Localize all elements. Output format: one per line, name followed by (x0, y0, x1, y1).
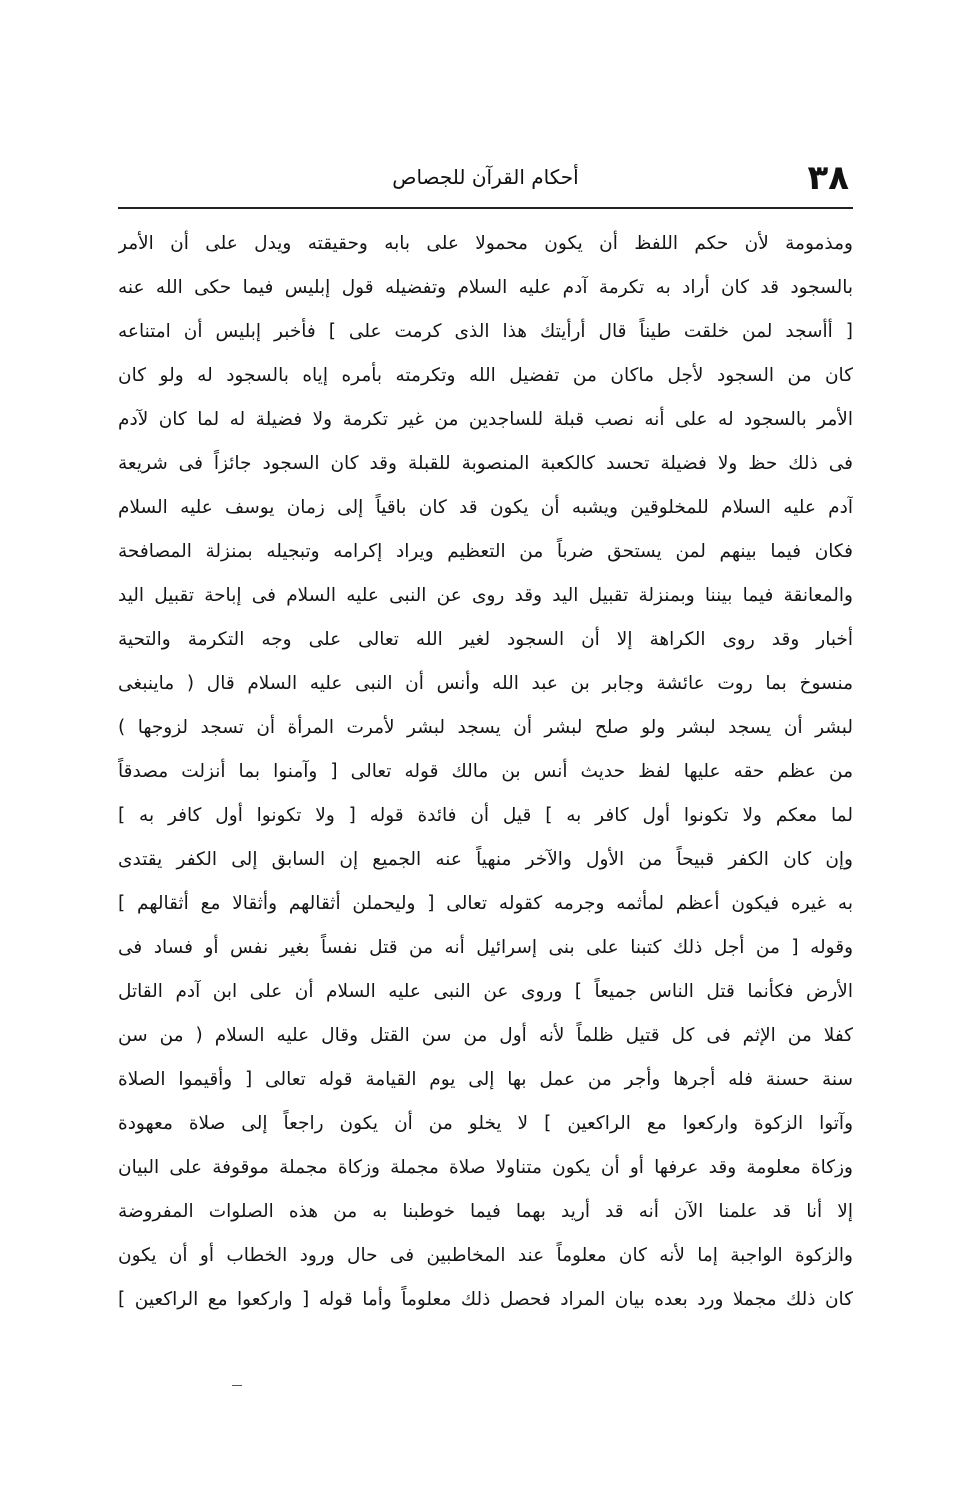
text-line: لما معكم ولا تكونوا أول كافر به ] قيل أن فائدة قوله [ ولا تكونوا أول كافر به ] (118, 805, 853, 826)
text-line: وزكاة معلومة وقد عرفها أو أن يكون متناولا صلاة مجملة وزكاة مجملة موقوفة على البيان (118, 1157, 853, 1178)
text-line: الأرض فكأنما قتل الناس جميعاً ] وروى عن النبى عليه السلام أن على ابن آدم القاتل (118, 981, 853, 1002)
text-line: [ أأسجد لمن خلقت طيناً قال أرأيتك هذا الذى كرمت على ] فأخبر إبليس أن امتناعه (118, 321, 853, 342)
text-line: آدم عليه السلام للمخلوقين ويشبه أن يكون قد كان باقياً إلى زمان يوسف عليه السلام (118, 497, 853, 518)
header-rule (118, 207, 853, 209)
text-line: والمعانقة فيما بيننا وبمنزلة تقبيل اليد وقد روى عن النبى عليه السلام فى إباحة تقبيل اليد (118, 585, 853, 606)
text-line: منسوخ بما روت عائشة وجابر بن عبد الله وأنس أن النبى عليه السلام قال ( ماينبغى (118, 673, 853, 694)
page-number: ٣٨ (807, 158, 849, 198)
running-title: أحكام القرآن للجصاص (392, 165, 579, 189)
text-line: وإن كان الكفر قبيحاً من الأول والآخر منهياً عنه الجميع إن السابق إلى الكفر يقتدى (118, 849, 853, 870)
text-line: كفلا من الإثم فى كل قتيل ظلماً لأنه أول من سن القتل وقال عليه السلام ( من سن (118, 1025, 853, 1046)
text-line: من عظم حقه عليها لفظ حديث أنس بن مالك قوله تعالى [ وآمنوا بما أنزلت مصدقاً (118, 761, 853, 782)
text-line: بالسجود قد كان أراد به تكرمة آدم عليه السلام وتفضيله قول إبليس فيما حكى الله عنه (118, 277, 853, 298)
scan-speck (232, 1385, 242, 1386)
text-line: كان ذلك مجملا ورد بعده بيان المراد فحصل ذلك معلوماً وأما قوله [ واركعوا مع الراكعين ] (118, 1289, 853, 1310)
text-line: به غيره فيكون أعظم لمأثمه وجرمه كقوله تعالى [ وليحملن أثقالهم وأثقالا مع أثقالهم ] (118, 893, 853, 914)
body-text (118, 222, 853, 1322)
text-line: لبشر أن يسجد لبشر ولو صلح لبشر أن يسجد لبشر لأمرت المرأة أن تسجد لزوجها ) (118, 717, 853, 738)
text-line: سنة حسنة فله أجرها وأجر من عمل بها إلى يوم القيامة قوله تعالى [ وأقيموا الصلاة (118, 1069, 853, 1090)
text-line: والزكوة الواجبة إما لأنه كان معلوماً عند المخاطبين فى حال ورود الخطاب أو أن يكون (118, 1245, 853, 1266)
text-line: إلا أنا قد علمنا الآن أنه قد أريد بهما فيما خوطبنا به من هذه الصلوات المفروضة (118, 1201, 853, 1222)
text-line: وقوله [ من أجل ذلك كتبنا على بنى إسرائيل أنه من قتل نفساً بغير نفس أو فساد فى (118, 937, 853, 958)
text-line: ومذمومة لأن حكم اللفظ أن يكون محمولا على بابه وحقيقته ويدل على أن الأمر (118, 233, 853, 254)
text-line: كان من السجود لأجل ماكان من تفضيل الله وتكرمته بأمره إياه بالسجود له ولو كان (118, 365, 853, 386)
text-line: أخبار وقد روى الكراهة إلا أن السجود لغير الله تعالى على وجه التكرمة والتحية (118, 629, 853, 650)
text-line: فكان فيما بينهم لمن يستحق ضرباً من التعظيم ويراد إكرامه وتبجيله بمنزلة المصافحة (118, 541, 853, 562)
text-line: وآتوا الزكوة واركعوا مع الراكعين ] لا يخلو من أن يكون راجعاً إلى صلاة معهودة (118, 1113, 853, 1134)
text-line: الأمر بالسجود له على أنه نصب قبلة للساجدين من غير تكرمة ولا فضيلة له لما كان لآدم (118, 409, 853, 430)
page-header (118, 156, 853, 204)
text-line: فى ذلك حظ ولا فضيلة تحسد كالكعبة المنصوبة للقبلة وقد كان السجود جائزاً فى شريعة (118, 453, 853, 474)
